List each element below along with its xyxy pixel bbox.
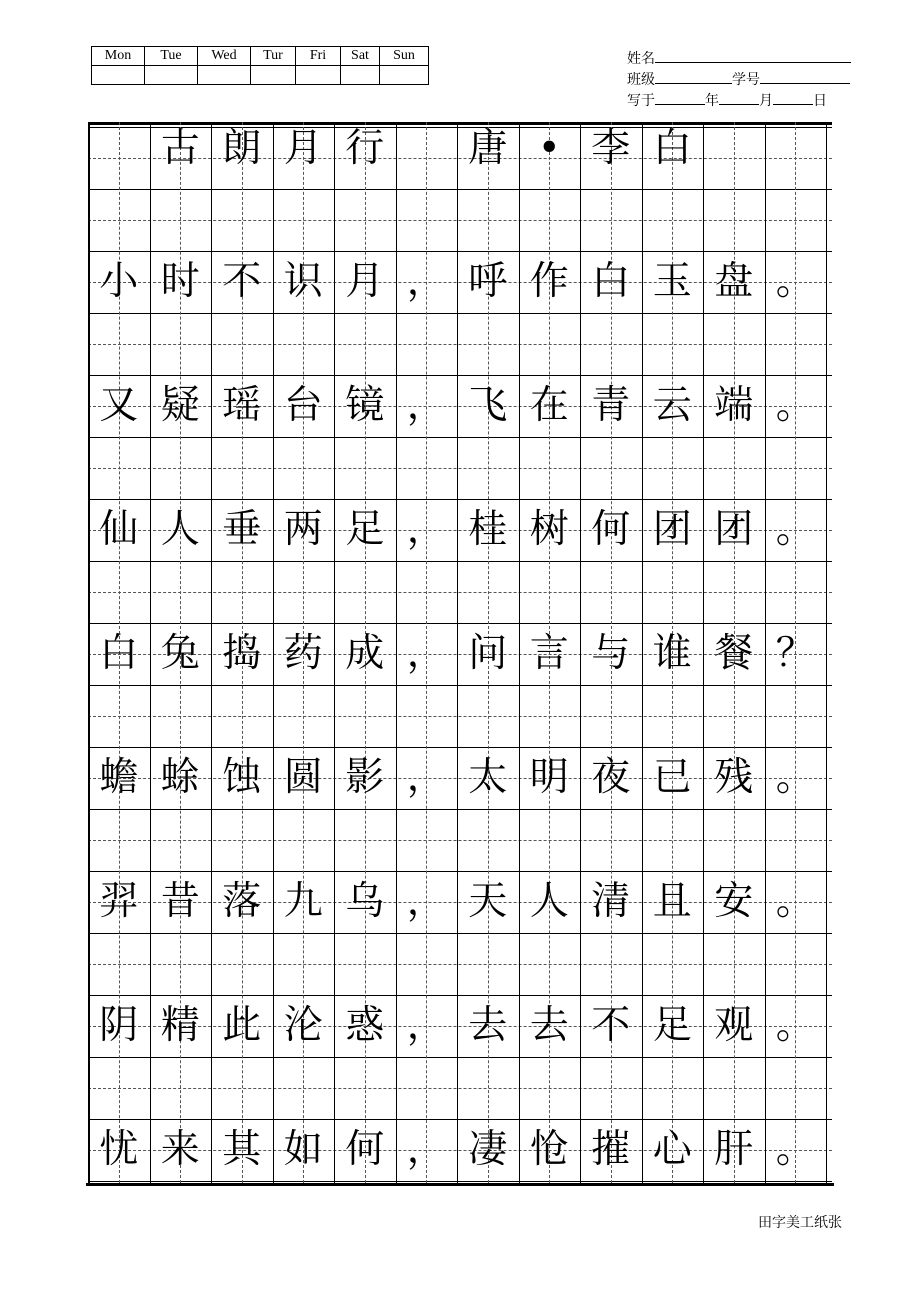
poem-character: 玉: [652, 259, 692, 304]
grid-row-midline: [88, 964, 832, 965]
title-character: 唐: [468, 126, 508, 171]
poem-character: 青: [591, 383, 631, 428]
name-field: [627, 49, 851, 67]
poem-character: 仙: [99, 507, 139, 552]
poem-character: 瑶: [222, 383, 262, 428]
poem-character: 人: [529, 879, 569, 924]
poem-character: 安: [714, 879, 754, 924]
poem-character: ，: [406, 259, 446, 304]
poem-character: 小: [99, 259, 139, 304]
footer-text: 田字美工纸张: [758, 1215, 842, 1231]
poem-character: 呼: [468, 259, 508, 304]
poem-character: 沦: [283, 1003, 323, 1048]
class-label: 班级: [627, 72, 655, 88]
poem-character: 团: [652, 507, 692, 552]
poem-character: 言: [529, 631, 569, 676]
poem-character: 去: [529, 1003, 569, 1048]
poem-character: 垂: [222, 507, 262, 552]
weekday-check-row: [92, 66, 429, 85]
poem-character: 疑: [160, 383, 200, 428]
poem-character: 端: [714, 383, 754, 428]
poem-character: 捣: [222, 631, 262, 676]
poem-character: 。: [775, 755, 815, 800]
poem-character: ，: [406, 631, 446, 676]
class-blank[interactable]: [655, 70, 732, 84]
weekday-check-cell[interactable]: [380, 66, 429, 85]
grid-row-midline: [88, 220, 832, 221]
poem-character: 。: [775, 383, 815, 428]
grid-row-line: [88, 1057, 832, 1058]
poem-character: 何: [345, 1127, 385, 1172]
grid-row-line: [88, 685, 832, 686]
poem-character: 时: [160, 259, 200, 304]
poem-character: 月: [345, 259, 385, 304]
poem-character: 心: [652, 1127, 692, 1172]
poem-character: 蟾: [99, 755, 139, 800]
poem-character: 足: [652, 1003, 692, 1048]
title-character: 李: [591, 126, 631, 171]
poem-character: 已: [652, 755, 692, 800]
poem-character: 蚀: [222, 755, 262, 800]
poem-character: 残: [714, 755, 754, 800]
grid-row-line: [88, 189, 832, 190]
grid-row-line: [88, 437, 832, 438]
poem-character: 药: [283, 631, 323, 676]
grid-row-midline: [88, 344, 832, 345]
poem-character: 云: [652, 383, 692, 428]
weekday-fri: Fri: [296, 47, 341, 66]
poem-character: ，: [406, 1003, 446, 1048]
grid-row-line: [88, 1181, 832, 1182]
poem-character: 台: [283, 383, 323, 428]
poem-character: 树: [529, 507, 569, 552]
poem-character: 凄: [468, 1127, 508, 1172]
poem-character: 。: [775, 879, 815, 924]
poem-character: 蜍: [160, 755, 200, 800]
poem-character: 在: [529, 383, 569, 428]
weekday-sat: Sat: [341, 47, 380, 66]
poem-character: 两: [283, 507, 323, 552]
poem-character: 不: [222, 259, 262, 304]
poem-character: 摧: [591, 1127, 631, 1172]
grid-row-line: [88, 499, 832, 500]
poem-character: 此: [222, 1003, 262, 1048]
poem-character: 乌: [345, 879, 385, 924]
grid-row-midline: [88, 468, 832, 469]
poem-character: 去: [468, 1003, 508, 1048]
poem-character: 惑: [345, 1003, 385, 1048]
weekday-check-cell[interactable]: [296, 66, 341, 85]
grid-row-line: [88, 809, 832, 810]
student-id-blank[interactable]: [760, 70, 850, 84]
poem-character: 问: [468, 631, 508, 676]
poem-character: ，: [406, 879, 446, 924]
day-label: 日: [813, 93, 827, 109]
weekday-check-cell[interactable]: [251, 66, 296, 85]
poem-character: 怆: [529, 1127, 569, 1172]
year-label: 年: [705, 93, 719, 109]
poem-character: 来: [160, 1127, 200, 1172]
poem-character: 。: [775, 259, 815, 304]
poem-character: 兔: [160, 631, 200, 676]
grid-row-line: [88, 561, 832, 562]
grid-row-midline: [88, 840, 832, 841]
weekday-table: [91, 46, 429, 85]
poem-character: 。: [775, 1127, 815, 1172]
poem-character: 如: [283, 1127, 323, 1172]
weekday-header-row: [92, 47, 429, 66]
weekday-check-cell[interactable]: [341, 66, 380, 85]
poem-character: 影: [345, 755, 385, 800]
grid-row-midline: [88, 1088, 832, 1089]
poem-character: 作: [529, 259, 569, 304]
grid-row-line: [88, 623, 832, 624]
poem-character: 九: [283, 879, 323, 924]
poem-character: 人: [160, 507, 200, 552]
grid-row-midline: [88, 592, 832, 593]
poem-character: 谁: [652, 631, 692, 676]
poem-character: 识: [283, 259, 323, 304]
poem-character: 不: [591, 1003, 631, 1048]
grid-row-line: [88, 995, 832, 996]
poem-character: 清: [591, 879, 631, 924]
poem-character: 其: [222, 1127, 262, 1172]
poem-character: 餐: [714, 631, 754, 676]
student-id-label: 学号: [732, 72, 760, 88]
title-character: 古: [160, 126, 200, 171]
title-character: 白: [652, 126, 692, 171]
grid-row-midline: [88, 716, 832, 717]
poem-character: 成: [345, 631, 385, 676]
title-character: 月: [283, 126, 323, 171]
poem-character: 镜: [345, 383, 385, 428]
poem-character: 观: [714, 1003, 754, 1048]
weekday-tue: Tue: [145, 47, 198, 66]
grid-bottom-border: [86, 1183, 834, 1186]
weekday-check-cell[interactable]: [145, 66, 198, 85]
poem-character: ，: [406, 507, 446, 552]
poem-character: 飞: [468, 383, 508, 428]
poem-character: 忧: [99, 1127, 139, 1172]
poem-character: 团: [714, 507, 754, 552]
poem-character: 夜: [591, 755, 631, 800]
poem-character: 何: [591, 507, 631, 552]
name-label: 姓名: [627, 51, 655, 67]
title-character: 朗: [222, 126, 262, 171]
poem-character: 白: [591, 259, 631, 304]
poem-character: 昔: [160, 879, 200, 924]
weekday-mon: Mon: [92, 47, 145, 66]
poem-character: 足: [345, 507, 385, 552]
poem-character: ？: [775, 631, 815, 676]
grid-row-line: [88, 871, 832, 872]
name-blank[interactable]: [655, 49, 851, 63]
grid-row-line: [88, 747, 832, 748]
class-id-field: [627, 70, 850, 88]
title-character: •: [537, 126, 561, 171]
poem-character: ，: [406, 755, 446, 800]
poem-character: 精: [160, 1003, 200, 1048]
poem-character: 桂: [468, 507, 508, 552]
poem-character: 圆: [283, 755, 323, 800]
weekday-wed: Wed: [198, 47, 251, 66]
poem-character: ，: [406, 1127, 446, 1172]
poem-character: 。: [775, 507, 815, 552]
grid-row-line: [88, 251, 832, 252]
poem-character: 肝: [714, 1127, 754, 1172]
day-blank[interactable]: [773, 91, 813, 105]
poem-character: 羿: [99, 879, 139, 924]
poem-character: 又: [99, 383, 139, 428]
poem-character: 与: [591, 631, 631, 676]
grid-column-line: [826, 122, 827, 1183]
weekday-sun: Sun: [380, 47, 429, 66]
grid-row-line: [88, 1119, 832, 1120]
poem-character: 。: [775, 1003, 815, 1048]
date-field: [627, 91, 827, 109]
poem-character: 阴: [99, 1003, 139, 1048]
poem-character: ，: [406, 383, 446, 428]
poem-character: 且: [652, 879, 692, 924]
month-blank[interactable]: [719, 91, 759, 105]
year-blank[interactable]: [655, 91, 705, 105]
weekday-check-cell[interactable]: [198, 66, 251, 85]
poem-character: 明: [529, 755, 569, 800]
weekday-tur: Tur: [251, 47, 296, 66]
grid-row-line: [88, 933, 832, 934]
poem-character: 落: [222, 879, 262, 924]
written-on-label: 写于: [627, 93, 655, 109]
poem-character: 盘: [714, 259, 754, 304]
weekday-check-cell[interactable]: [92, 66, 145, 85]
grid-row-line: [88, 375, 832, 376]
poem-character: 白: [99, 631, 139, 676]
grid-row-line: [88, 313, 832, 314]
poem-character: 天: [468, 879, 508, 924]
title-character: 行: [345, 126, 385, 171]
poem-character: 太: [468, 755, 508, 800]
month-label: 月: [759, 93, 773, 109]
